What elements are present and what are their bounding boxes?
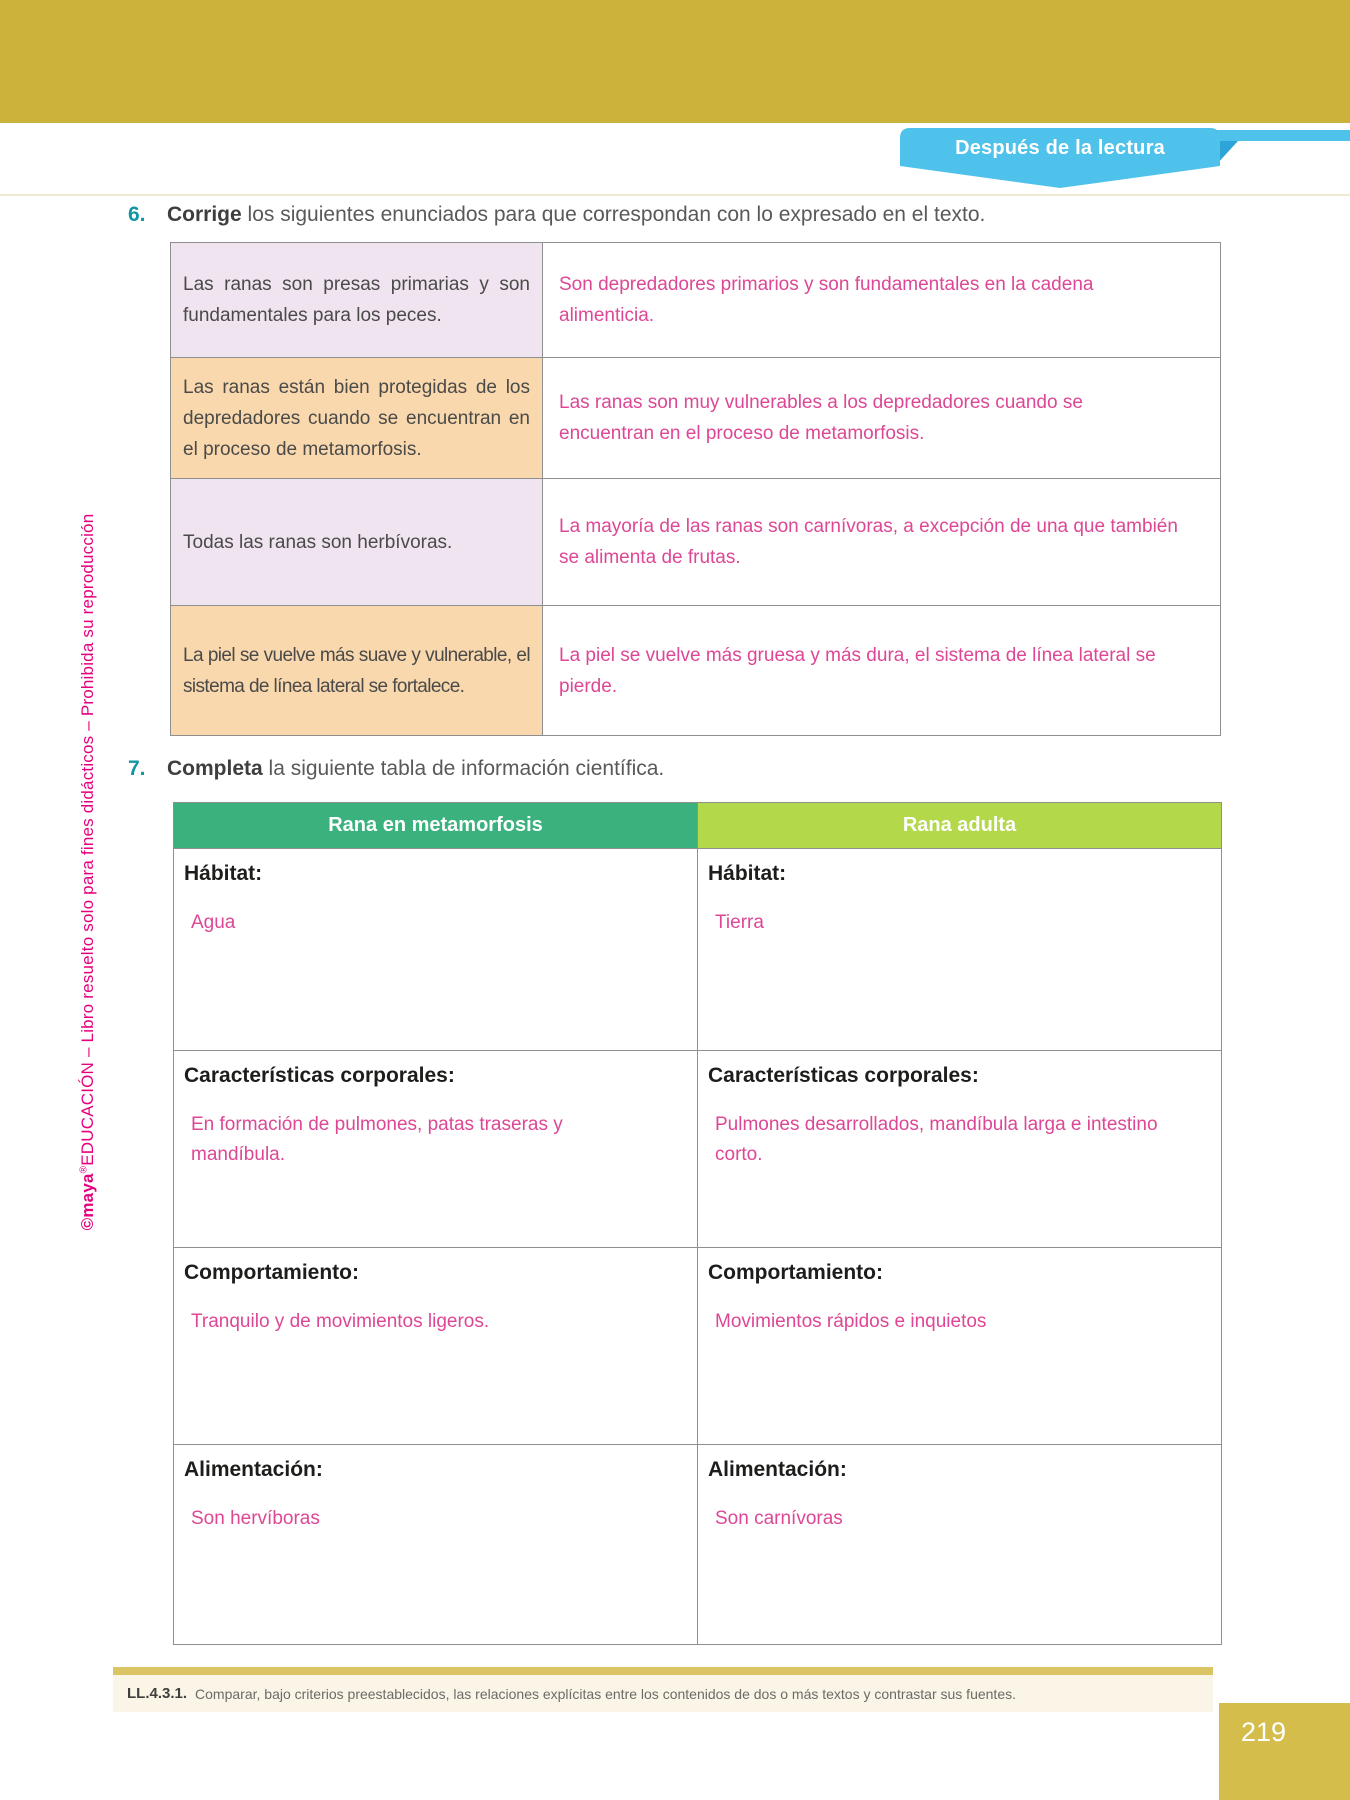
exercise7-table — [173, 802, 1222, 1645]
row-label: Características corporales: — [184, 1064, 455, 1087]
registered-mark: ® — [78, 1165, 90, 1174]
correction-text: La mayoría de las ranas son carnívoras, a excepción de una que también se alimenta de frutas. — [559, 516, 1178, 568]
page-number: 219 — [1219, 1703, 1350, 1800]
row-label: Alimentación: — [708, 1458, 847, 1481]
footer-gold-strip — [113, 1667, 1213, 1675]
correction-cell — [543, 479, 1220, 606]
answer-text: Son carnívoras — [715, 1508, 843, 1529]
row-label: Alimentación: — [184, 1458, 323, 1481]
comportamiento-cell-left — [174, 1248, 698, 1445]
answer-text: Tranquilo y de movimientos ligeros. — [191, 1311, 490, 1332]
standard-code: LL.4.3.1. — [127, 1685, 188, 1702]
alimentacion-cell-left — [174, 1445, 698, 1644]
correction-text: La piel se vuelve más gruesa y más dura, el sistema de línea lateral se pierde. — [559, 644, 1156, 697]
header-divider — [0, 194, 1350, 196]
exercise6-instruction: los siguientes enunciados para que correspondan con lo expresado en el texto. — [241, 203, 986, 226]
exercise6-table — [170, 242, 1221, 736]
caracteristicas-cell-left — [174, 1051, 698, 1248]
header-band — [0, 0, 1350, 123]
answer-text: Tierra — [715, 912, 764, 933]
row-label: Comportamiento: — [184, 1261, 359, 1284]
statement-cell — [171, 479, 543, 606]
answer-text: Pulmones desarrollados, mandíbula larga e intestino corto. — [715, 1114, 1158, 1165]
statement-cell — [171, 243, 543, 358]
row-label: Hábitat: — [184, 862, 263, 885]
copyright-sidebar — [78, 514, 98, 1231]
habitat-cell-left — [174, 849, 698, 1051]
correction-cell — [543, 358, 1220, 479]
copyright-text: – Libro resuelto solo para fines didácticos – Prohibida su reproducción — [78, 513, 97, 1062]
curriculum-standard — [113, 1675, 1213, 1712]
statement-text: Las ranas están bien protegidas de los depredadores cuando se encuentran en el proceso de metamorfosis. — [183, 376, 530, 460]
statement-text: Las ranas son presas primarias y son fundamentales para los peces. — [183, 274, 530, 326]
header-blue-bar — [1216, 130, 1350, 141]
correction-cell — [543, 243, 1220, 358]
exercise7-number: 7. — [128, 757, 146, 780]
column-header-adulta: Rana adulta — [698, 803, 1221, 849]
comportamiento-cell-right — [698, 1248, 1221, 1445]
brand-name: ©maya — [78, 1173, 97, 1231]
section-tab-label: Después de la lectura — [955, 136, 1165, 159]
statement-cell — [171, 606, 543, 735]
standard-text: Comparar, bajo criterios preestablecidos, las relaciones explícitas entre los contenidos de dos o más textos y contrastar sus fuentes. — [195, 1685, 1016, 1702]
column-header-metamorfosis: Rana en metamorfosis — [174, 803, 698, 849]
statement-text: Todas las ranas son herbívoras. — [183, 531, 453, 553]
exercise6-number: 6. — [128, 203, 146, 226]
habitat-cell-right — [698, 849, 1221, 1051]
exercise7-heading — [128, 757, 664, 781]
statement-text: La piel se vuelve más suave y vulnerable, el sistema de línea lateral se fortalece. — [183, 644, 530, 697]
row-label: Características corporales: — [708, 1064, 979, 1087]
row-label: Comportamiento: — [708, 1261, 883, 1284]
statement-cell — [171, 358, 543, 479]
exercise7-verb: Completa — [167, 757, 263, 780]
answer-text: Agua — [191, 912, 236, 933]
row-label: Hábitat: — [708, 862, 787, 885]
exercise6-verb: Corrige — [167, 203, 242, 226]
caracteristicas-cell-right — [698, 1051, 1221, 1248]
correction-cell — [543, 606, 1220, 735]
brand-education: EDUCACIÓN — [78, 1061, 97, 1166]
correction-text: Son depredadores primarios y son fundamentales en la cadena alimenticia. — [559, 274, 1094, 326]
correction-text: Las ranas son muy vulnerables a los depredadores cuando se encuentran en el proceso de metamorfosis. — [559, 392, 1083, 444]
exercise6-heading — [128, 203, 985, 227]
answer-text: Movimientos rápidos e inquietos — [715, 1311, 987, 1332]
answer-text: Son hervíboras — [191, 1508, 320, 1529]
exercise7-instruction: la siguiente tabla de información científica. — [262, 757, 665, 780]
answer-text: En formación de pulmones, patas traseras y mandíbula. — [191, 1114, 563, 1165]
alimentacion-cell-right — [698, 1445, 1221, 1644]
